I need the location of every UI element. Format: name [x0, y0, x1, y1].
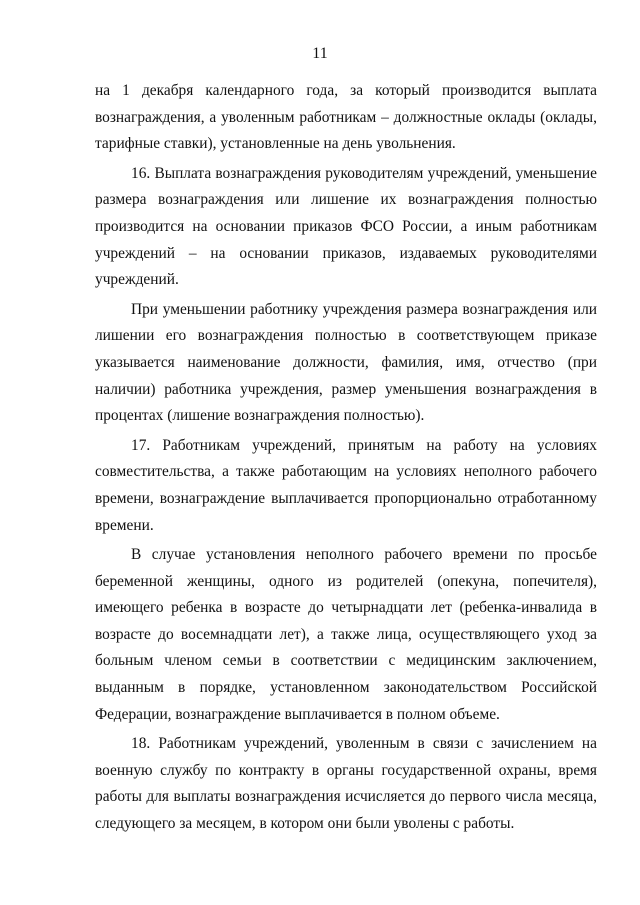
- paragraph-item-18: 18. Работникам учреждений, уволенным в связи с зачислением на военную службу по контракту в органы государственной охраны, время работы для выплаты вознаграждения исчисляется до первого числа месяца, следующего за месяцем, в котором они были уволены с работы.: [95, 735, 597, 833]
- document-body: [95, 78, 597, 838]
- paragraph-part-time: В случае установления неполного рабочего времени по просьбе беременной женщины, одного из родителей (опекуна, попечителя), имеющего ребенка в возрасте до четырнадцати лет (ребенка-инвалида в возрасте до восемнадцати лет), а также лица, осуществляющего уход за больным членом семьи в соответствии с медицинским заключением, выданным в порядке, установленном законодательством Российской Федерации, вознаграждение выплачивается в полном объеме.: [95, 546, 597, 723]
- paragraph-reduction-order: При уменьшении работнику учреждения размера вознаграждения или лишении его вознаграждения полностью в соответствующем приказе указывается наименование должности, фамилия, имя, отчество (при наличии) работника учреждения, размер уменьшения вознаграждения в процентах (лишение вознаграждения полностью).: [95, 300, 597, 425]
- paragraph-continuation: на 1 декабря календарного года, за который производится выплата вознаграждения, а уволенным работникам – должностные оклады (оклады, тарифные ставки), установленные на день увольнения.: [95, 82, 597, 153]
- page-number: 11: [312, 45, 328, 62]
- paragraph-item-16: 16. Выплата вознаграждения руководителям учреждений, уменьшение размера вознаграждения или лишение их вознаграждения полностью производится на основании приказов ФСО России, а иным работникам учреждений – на основании приказов, издаваемых руководителями учреждений.: [95, 164, 597, 289]
- paragraph-item-17: 17. Работникам учреждений, принятым на работу на условиях совместительства, а также работающим на условиях неполного рабочего времени, вознаграждение выплачивается пропорционально отработанному времени.: [95, 436, 597, 534]
